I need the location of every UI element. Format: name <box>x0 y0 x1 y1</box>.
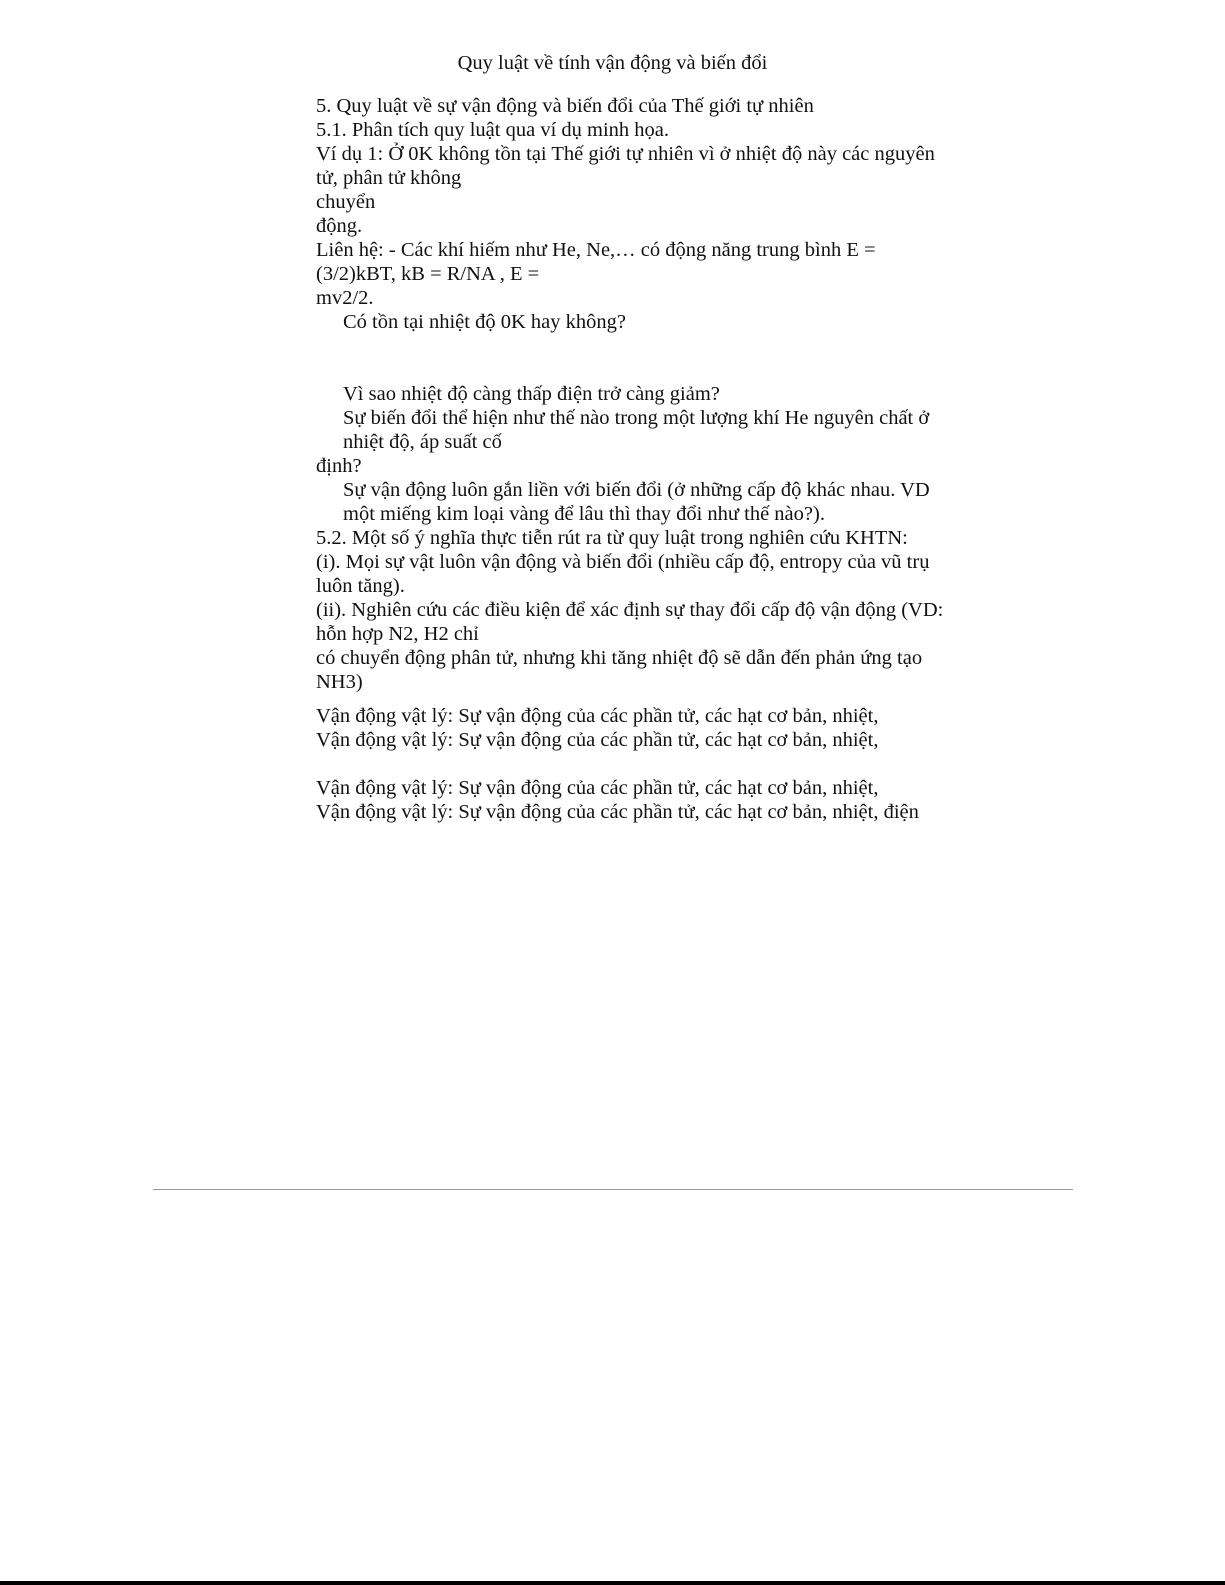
paragraph-line: luôn tăng). <box>316 575 405 597</box>
question-line: Vì sao nhiệt độ càng thấp điện trở càng giảm? <box>343 383 720 405</box>
paragraph-line: Liên hệ: - Các khí hiếm như He, Ne,… có động năng trung bình E = <box>316 239 876 261</box>
paragraph-line: (i). Mọi sự vật luôn vận động và biến đổi (nhiều cấp độ, entropy của vũ trụ <box>316 551 930 573</box>
paragraph-line: Vận động vật lý: Sự vận động của các phần tử, các hạt cơ bản, nhiệt, <box>316 729 879 751</box>
section-heading: 5. Quy luật về sự vận động và biến đổi của Thế giới tự nhiên <box>316 95 814 117</box>
question-line: Sự biến đổi thể hiện như thế nào trong một lượng khí He nguyên chất ở <box>343 407 930 429</box>
paragraph-line: (ii). Nghiên cứu các điều kiện để xác định sự thay đổi cấp độ vận động (VD: <box>316 599 944 621</box>
page-bottom-edge <box>0 1581 1225 1585</box>
paragraph-line: định? <box>316 455 362 477</box>
document-body <box>316 94 966 824</box>
paragraph-line: chuyển <box>316 191 376 213</box>
paragraph-line: (3/2)kBT, kB = R/NA , E = <box>316 263 540 285</box>
document-title: Quy luật về tính vận động và biến đổi <box>457 52 768 74</box>
subsection-heading: 5.1. Phân tích quy luật qua ví dụ minh họa. <box>316 119 670 141</box>
paragraph-line: tử, phân tử không <box>316 167 462 189</box>
paragraph-line: Ví dụ 1: Ở 0K không tồn tại Thế giới tự nhiên vì ở nhiệt độ này các nguyên <box>316 143 935 165</box>
paragraph-line: Vận động vật lý: Sự vận động của các phần tử, các hạt cơ bản, nhiệt, <box>316 705 879 727</box>
paragraph-line: mv2/2. <box>316 287 374 309</box>
subsection-heading: 5.2. Một số ý nghĩa thực tiễn rút ra từ quy luật trong nghiên cứu KHTN: <box>316 527 908 549</box>
paragraph-line: có chuyển động phân tử, nhưng khi tăng nhiệt độ sẽ dẫn đến phản ứng tạo <box>316 647 923 669</box>
question-line: Có tồn tại nhiệt độ 0K hay không? <box>343 311 626 333</box>
question-line: một miếng kim loại vàng để lâu thì thay đổi như thế nào?). <box>343 503 825 525</box>
paragraph-line: Vận động vật lý: Sự vận động của các phần tử, các hạt cơ bản, nhiệt, <box>316 777 879 799</box>
paragraph-line: hỗn hợp N2, H2 chỉ <box>316 623 479 645</box>
question-line: Sự vận động luôn gắn liền với biến đổi (ở những cấp độ khác nhau. VD <box>343 479 930 501</box>
paragraph-line: NH3) <box>316 671 363 693</box>
page-divider <box>153 1189 1073 1190</box>
paragraph-line: Vận động vật lý: Sự vận động của các phần tử, các hạt cơ bản, nhiệt, điện <box>316 801 919 823</box>
question-line: nhiệt độ, áp suất cố <box>343 431 502 453</box>
paragraph-line: động. <box>316 215 363 237</box>
